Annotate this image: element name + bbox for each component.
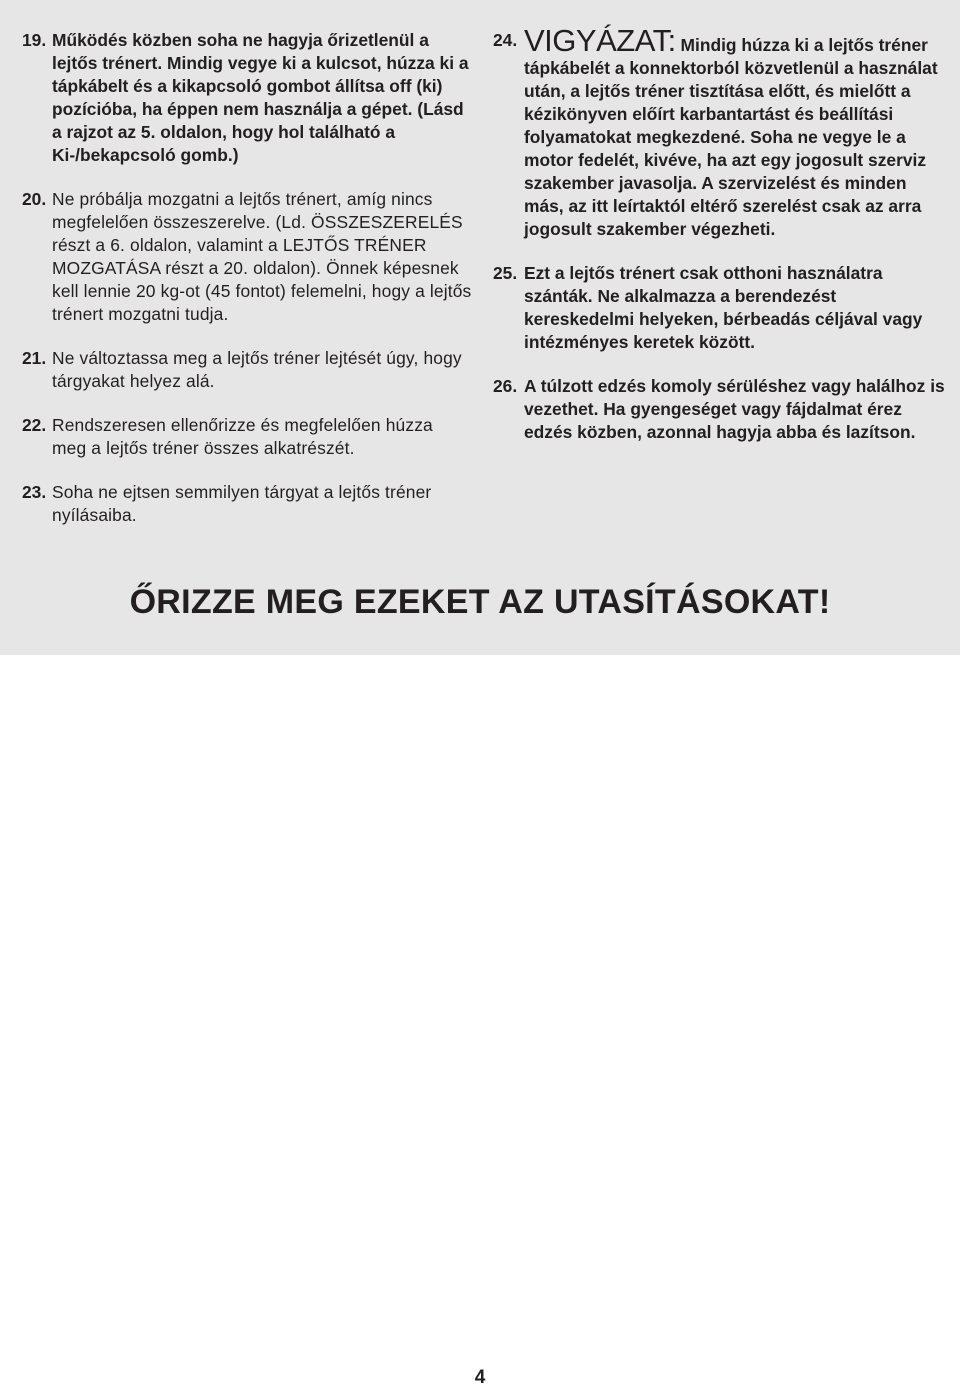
item-number: 21. [22,348,47,368]
left-column [22,29,472,548]
safety-instructions-panel [0,0,960,655]
instruction-item-21 [22,347,472,393]
item-number: 23. [22,482,47,502]
item-text [524,23,945,241]
item-text: Soha ne ejtsen semmilyen tárgyat a lejtős tréner nyílásaiba. [52,482,432,525]
item-text: A túlzott edzés komoly sérüléshez vagy halálhoz is vezethet. Ha gyengeséget vagy fájdalmat érez edzés közben, azonnal hagyja abba és lazítson. [524,376,945,442]
right-column [493,23,945,465]
item-number: 20. [22,189,47,209]
instruction-item-26 [493,375,945,444]
item-text: Működés közben soha ne hagyja őrizetlenül a lejtős trénert. Mindig vegye ki a kulcsot, húzza ki a tápkábelt és a kikapcsoló gombot állítsa off (ki) pozícióba, ha éppen nem használja a gépet. (Lásd a rajzot az 5. oldalon, hogy hol található a Ki-/bekapcsoló gomb.) [52,30,469,165]
instruction-item-24 [493,23,945,241]
instruction-item-22 [22,414,472,460]
instruction-item-23 [22,481,472,527]
warning-text: Mindig húzza ki a lejtős tréner tápkábelét a konnektorból közvetlenül a használat után, a lejtős tréner tisztítása előtt, és mielőtt a kézikönyven előírt karbantartást és beállítási folyamatokat megkezdené. Soha ne vegye le a motor fedelét, kivéve, ha azt egy jogosult szerviz szakember javasolja. A szervizelést és minden más, az itt leírtaktól eltérő szerelést csak az arra jogosult szakember végezheti. [524,35,938,239]
instruction-item-25 [493,262,945,354]
save-instructions-heading: ŐRIZZE MEG EZEKET AZ UTASÍTÁSOKAT! [129,583,831,621]
item-number: 25. [493,263,518,283]
item-text: Ne változtassa meg a lejtős tréner lejtését úgy, hogy tárgyakat helyez alá. [52,348,462,391]
item-text: Ezt a lejtős trénert csak otthoni használatra szánták. Ne alkalmazza a berendezést kereskedelmi helyeken, bérbeadás céljával vagy intézményes keretek között. [524,263,923,352]
item-number: 26. [493,376,518,396]
item-text: Ne próbálja mozgatni a lejtős trénert, amíg nincs megfelelően összeszerelve. (Ld. ÖSSZESZERELÉS részt a 6. oldalon, valamint a LEJTŐS TRÉNER MOZGATÁSA részt a 20. oldalon). Önnek képesnek kell lennie 20 kg-ot (45 fontot) felemelni, hogy a lejtős trénert mozgatni tudja. [52,189,472,324]
warning-label: VIGYÁZAT: [524,23,676,58]
instruction-item-19 [22,29,472,167]
item-number: 24. [493,30,518,50]
item-number: 19. [22,30,47,50]
item-text: Rendszeresen ellenőrizze és megfelelően húzza meg a lejtős tréner összes alkatrészét. [52,415,433,458]
item-number: 22. [22,415,47,435]
page-number: 4 [474,1367,486,1388]
instruction-item-20 [22,188,472,326]
